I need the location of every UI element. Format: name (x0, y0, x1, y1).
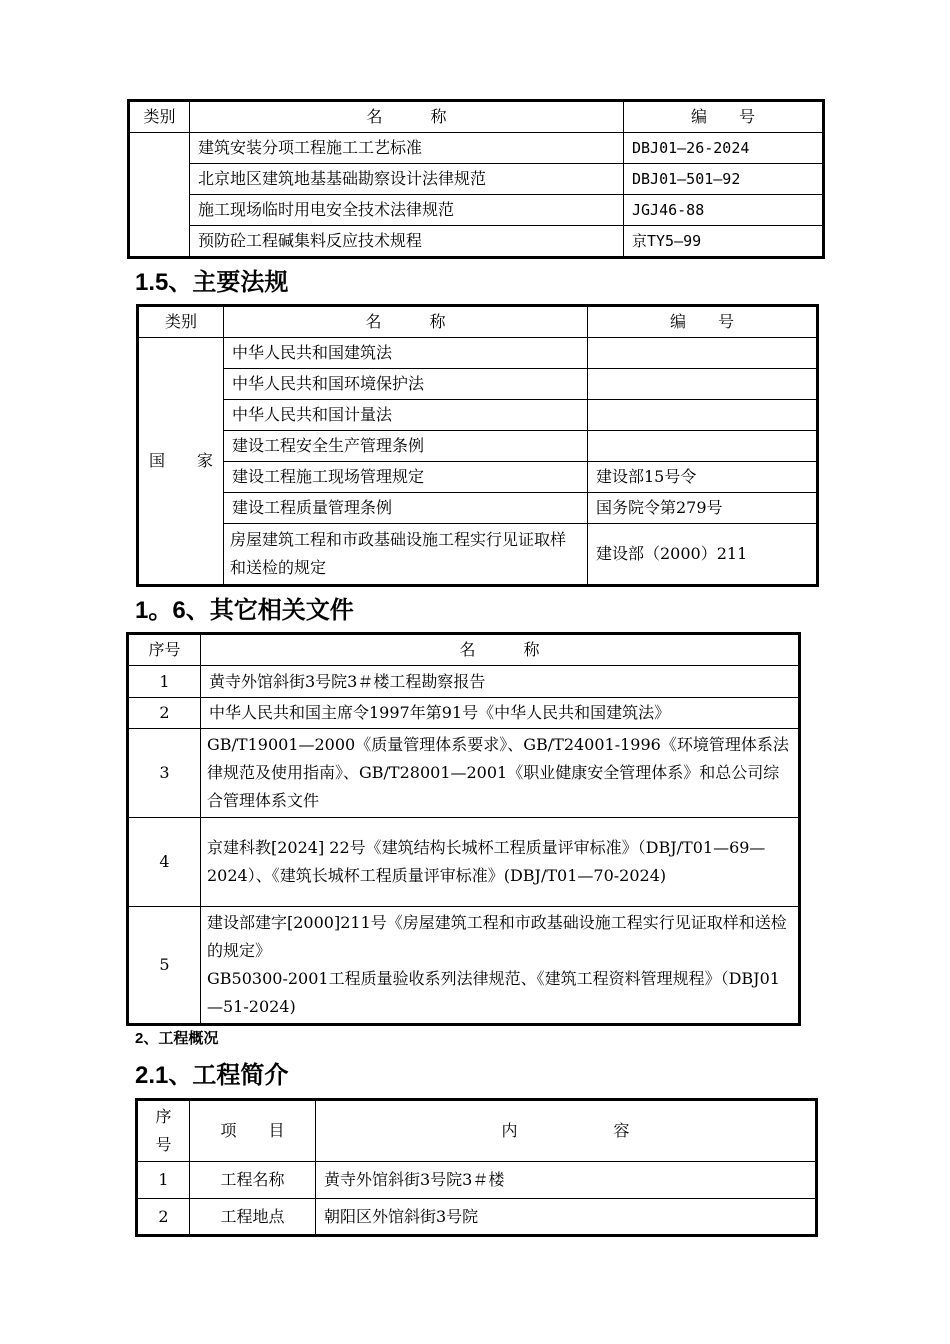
header-content: 内 容 (316, 1100, 817, 1162)
table-cell: 京建科教[2024] 22号《建筑结构长城杯工程质量评审标准》（DBJ/T01—69—2024）、《建筑长城杯工程质量评审标准》(DBJ/T01—70-2024) (201, 818, 800, 907)
category-cell (129, 133, 190, 258)
header-category: 类别 (138, 306, 224, 338)
header-name: 名 称 (190, 101, 624, 133)
table-cell: 建设部15号令 (588, 462, 818, 493)
table-cell: 施工现场临时用电安全技术法律规范 (190, 195, 624, 226)
project-summary-table (135, 1098, 818, 1237)
table-cell: 中华人民共和国计量法 (224, 400, 588, 431)
table-cell: 工程名称 (190, 1162, 316, 1199)
row-index: 4 (128, 818, 201, 907)
table-cell: 中华人民共和国环境保护法 (224, 369, 588, 400)
header-number: 编 号 (624, 101, 824, 133)
table-cell: 北京地区建筑地基基础勘察设计法律规范 (190, 164, 624, 195)
section-heading-2: 2、工程概况 (135, 1030, 219, 1047)
table-cell: DBJ01—26-2024 (624, 133, 824, 164)
row-index: 3 (128, 729, 201, 818)
table-cell (201, 907, 800, 1025)
table-cell: DBJ01—501—92 (624, 164, 824, 195)
row-index: 2 (137, 1199, 190, 1236)
section-heading-1-5: 1.5、主要法规 (135, 269, 289, 296)
table-cell: 京TY5—99 (624, 226, 824, 258)
table-cell (588, 431, 818, 462)
table-cell: 朝阳区外馆斜街3号院 (316, 1199, 817, 1236)
related-documents-table (126, 632, 801, 1026)
row-index: 1 (137, 1162, 190, 1199)
header-name: 名 称 (224, 306, 588, 338)
row-index: 2 (128, 698, 201, 729)
table-cell (588, 338, 818, 369)
header-index: 序号 (137, 1100, 190, 1162)
header-number: 编 号 (588, 306, 818, 338)
table-cell: 建设工程施工现场管理规定 (224, 462, 588, 493)
table-cell: JGJ46-88 (624, 195, 824, 226)
table-cell-line: 建设部建字[2000]211号《房屋建筑工程和市政基础设施工程实行见证取样和送检的规定》 (207, 913, 787, 960)
table-cell: 建筑安装分项工程施工工艺标准 (190, 133, 624, 164)
header-item: 项 目 (190, 1100, 316, 1162)
table-cell: 黄寺外馆斜街3号院3＃楼工程勘察报告 (201, 666, 800, 698)
section-heading-1-6: 1。6、其它相关文件 (135, 597, 354, 624)
regulations-table (136, 304, 819, 587)
header-index: 序号 (128, 634, 201, 666)
table-cell: 建设部（2000）211 (588, 524, 818, 586)
table-cell: 预防砼工程碱集料反应技术规程 (190, 226, 624, 258)
table-cell: 工程地点 (190, 1199, 316, 1236)
section-heading-2-1: 2.1、工程简介 (135, 1062, 289, 1089)
row-index: 1 (128, 666, 201, 698)
category-cell: 国 家 (138, 338, 224, 586)
table-cell: 黄寺外馆斜街3号院3＃楼 (316, 1162, 817, 1199)
standards-table (127, 99, 825, 259)
header-name: 名 称 (201, 634, 800, 666)
table-cell: 建设工程质量管理条例 (224, 493, 588, 524)
table-cell: 建设工程安全生产管理条例 (224, 431, 588, 462)
table-cell-line: GB50300-2001工程质量验收系列法律规范、《建筑工程资料管理规程》（DBJ01—51-2024) (207, 969, 780, 1016)
table-cell (588, 369, 818, 400)
table-cell: 国务院令第279号 (588, 493, 818, 524)
table-cell: GB/T19001—2000《质量管理体系要求》、GB/T24001-1996《环境管理体系法律规范及使用指南》、GB/T28001—2001《职业健康安全管理体系》和总公司综合管理体系文件 (201, 729, 800, 818)
table-cell: 中华人民共和国主席令1997年第91号《中华人民共和国建筑法》 (201, 698, 800, 729)
table-cell: 中华人民共和国建筑法 (224, 338, 588, 369)
table-cell (588, 400, 818, 431)
row-index: 5 (128, 907, 201, 1025)
table-cell: 房屋建筑工程和市政基础设施工程实行见证取样和送检的规定 (224, 524, 588, 586)
header-category: 类别 (129, 101, 190, 133)
